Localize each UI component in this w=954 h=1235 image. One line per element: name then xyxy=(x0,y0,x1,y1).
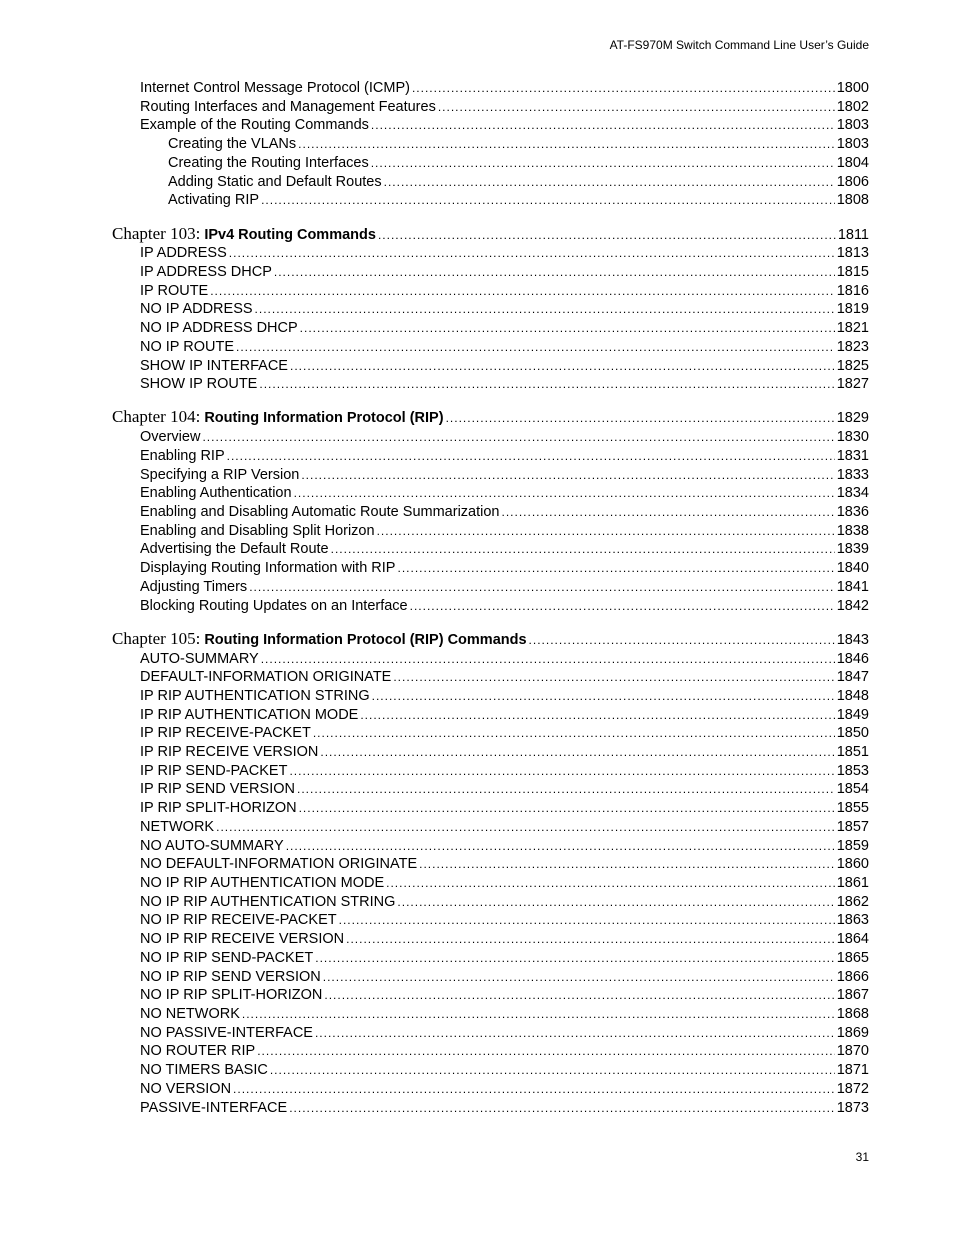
toc-entry: Adjusting Timers ..... 1841 xyxy=(140,577,869,596)
toc-entry: Advertising the Default Route ..... 1839 xyxy=(140,539,869,558)
toc-entry: IP RIP SPLIT-HORIZON ..... 1855 xyxy=(140,798,869,817)
toc-entry: NO IP RIP AUTHENTICATION MODE ..... 1861 xyxy=(140,873,869,892)
toc-entry: DEFAULT-INFORMATION ORIGINATE ..... 1847 xyxy=(140,667,869,686)
toc-entry: NO IP RIP SEND-PACKET ..... 1865 xyxy=(140,948,869,967)
chapter-number: Chapter 103: xyxy=(112,224,201,243)
toc-entry: NO ROUTER RIP ..... 1870 xyxy=(140,1041,869,1060)
toc-entry: IP RIP AUTHENTICATION STRING ..... 1848 xyxy=(140,686,869,705)
toc-entry: NO IP RIP RECEIVE VERSION ..... 1864 xyxy=(140,929,869,948)
toc-chapter-heading: Chapter 103: IPv4 Routing Commands ..... 1811 xyxy=(112,225,869,244)
toc-entry: IP RIP AUTHENTICATION MODE ..... 1849 xyxy=(140,705,869,724)
toc-chapter-heading: Chapter 105: Routing Information Protocol (RIP) Commands ..... 1843 xyxy=(112,630,869,649)
toc-entry: NO NETWORK ..... 1868 xyxy=(140,1004,869,1023)
toc-entry: NO IP RIP AUTHENTICATION STRING ..... 1862 xyxy=(140,892,869,911)
toc-entry: NO IP RIP SEND VERSION ..... 1866 xyxy=(140,967,869,986)
toc-entry: NO DEFAULT-INFORMATION ORIGINATE ..... 1860 xyxy=(140,854,869,873)
toc-entry: Enabling and Disabling Split Horizon ..... 1838 xyxy=(140,521,869,540)
toc-subentry: Creating the Routing Interfaces ..... 1804 xyxy=(168,153,869,172)
running-header: AT-FS970M Switch Command Line User’s Guide xyxy=(609,38,869,52)
toc-subentry: Adding Static and Default Routes ..... 1806 xyxy=(168,172,869,191)
toc-entry: IP RIP RECEIVE-PACKET ..... 1850 xyxy=(140,723,869,742)
toc-entry: NO IP RIP SPLIT-HORIZON ..... 1867 xyxy=(140,985,869,1004)
toc-entry: SHOW IP ROUTE ..... 1827 xyxy=(140,374,869,393)
toc-entry: Enabling RIP ..... 1831 xyxy=(140,446,869,465)
toc-entry: IP ROUTE ..... 1816 xyxy=(140,281,869,300)
toc-entry: NO TIMERS BASIC ..... 1871 xyxy=(140,1060,869,1079)
toc-entry: PASSIVE-INTERFACE ..... 1873 xyxy=(140,1098,869,1117)
toc-entry: SHOW IP INTERFACE ..... 1825 xyxy=(140,356,869,375)
toc-subentry: Activating RIP ..... 1808 xyxy=(168,190,869,209)
toc-entry: Blocking Routing Updates on an Interface ..... 1842 xyxy=(140,596,869,615)
toc-entry: IP ADDRESS DHCP ..... 1815 xyxy=(140,262,869,281)
toc-entry: NO PASSIVE-INTERFACE ..... 1869 xyxy=(140,1023,869,1042)
toc-entry: AUTO-SUMMARY ..... 1846 xyxy=(140,649,869,668)
toc-entry: IP ADDRESS ..... 1813 xyxy=(140,243,869,262)
toc-entry: Internet Control Message Protocol (ICMP) ..... 1800 xyxy=(140,78,869,97)
chapter-title: Routing Information Protocol (RIP) Commands xyxy=(204,632,527,648)
chapter-title: Routing Information Protocol (RIP) xyxy=(204,410,444,426)
toc-entry: IP RIP RECEIVE VERSION ..... 1851 xyxy=(140,742,869,761)
toc-entry: NO VERSION ..... 1872 xyxy=(140,1079,869,1098)
toc-entry: NO AUTO-SUMMARY ..... 1859 xyxy=(140,836,869,855)
toc-entry: Overview ..... 1830 xyxy=(140,427,869,446)
toc-entry: Example of the Routing Commands ..... 1803 xyxy=(140,115,869,134)
toc-entry: Specifying a RIP Version ..... 1833 xyxy=(140,465,869,484)
chapter-number: Chapter 104: xyxy=(112,407,201,426)
toc-entry: IP RIP SEND-PACKET ..... 1853 xyxy=(140,761,869,780)
toc-chapter-heading: Chapter 104: Routing Information Protocol (RIP) ..... 1829 xyxy=(112,408,869,427)
toc-subentry: Creating the VLANs ..... 1803 xyxy=(168,134,869,153)
toc-entry: NETWORK ..... 1857 xyxy=(140,817,869,836)
toc-entry: NO IP RIP RECEIVE-PACKET ..... 1863 xyxy=(140,910,869,929)
toc-entry: NO IP ADDRESS DHCP ..... 1821 xyxy=(140,318,869,337)
toc-entry: Displaying Routing Information with RIP ..... 1840 xyxy=(140,558,869,577)
toc-entry: IP RIP SEND VERSION ..... 1854 xyxy=(140,779,869,798)
toc-entry: Enabling Authentication ..... 1834 xyxy=(140,483,869,502)
toc-entry: NO IP ADDRESS ..... 1819 xyxy=(140,299,869,318)
toc-entry: Enabling and Disabling Automatic Route Summarization ..... 1836 xyxy=(140,502,869,521)
toc-entry: NO IP ROUTE ..... 1823 xyxy=(140,337,869,356)
page-number: 31 xyxy=(855,1150,869,1164)
chapter-number: Chapter 105: xyxy=(112,629,201,648)
toc-entry: Routing Interfaces and Management Features ..... 1802 xyxy=(140,97,869,116)
chapter-title: IPv4 Routing Commands xyxy=(204,227,376,243)
